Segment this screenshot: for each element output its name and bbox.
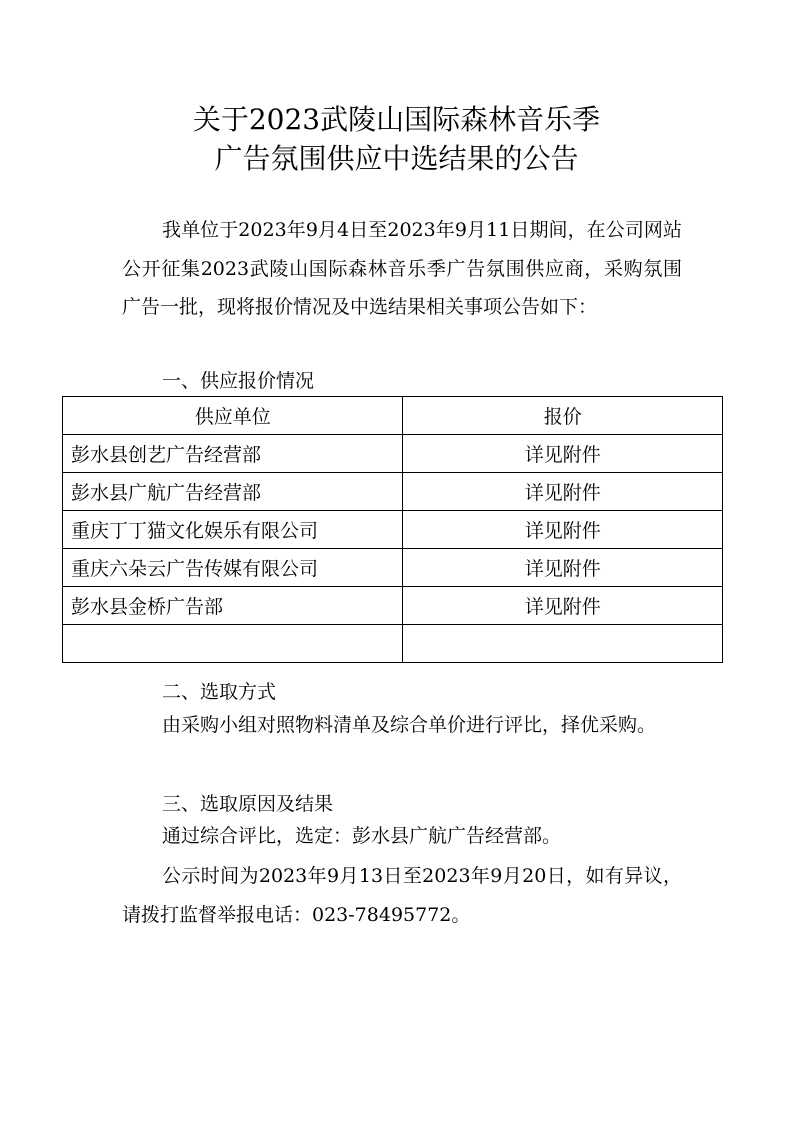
- price-cell: 详见附件: [403, 435, 723, 473]
- supplier-cell: 彭水县创艺广告经营部: [63, 435, 403, 473]
- supplier-cell: 重庆丁丁猫文化娱乐有限公司: [63, 511, 403, 549]
- quotes-table: [62, 396, 723, 663]
- table-row: [63, 587, 723, 625]
- publicity-notice-paragraph: 公示时间为2023年9月13日至2023年9月20日，如有异议，请拨打监督举报电话：023-78495772。: [122, 865, 682, 926]
- table-row-empty: [63, 625, 723, 663]
- section-2-heading: 二、选取方式: [162, 681, 277, 703]
- table-row: [63, 549, 723, 587]
- selection-result-paragraph: 通过综合评比，选定：彭水县广航广告经营部。: [162, 825, 562, 847]
- section-1-heading: 一、供应报价情况: [162, 370, 315, 392]
- price-cell: 详见附件: [403, 587, 723, 625]
- column-header-price: 报价: [403, 397, 723, 435]
- table-row: [63, 511, 723, 549]
- price-cell: 详见附件: [403, 473, 723, 511]
- table-row: [63, 435, 723, 473]
- column-header-supplier: 供应单位: [63, 397, 403, 435]
- document-title-line-1: 关于2023武陵山国际森林音乐季: [192, 103, 601, 136]
- table-row: [63, 473, 723, 511]
- price-cell: 详见附件: [403, 549, 723, 587]
- price-cell: 详见附件: [403, 511, 723, 549]
- price-cell: [403, 625, 723, 663]
- supplier-cell: 彭水县广航广告经营部: [63, 473, 403, 511]
- section-3-heading: 三、选取原因及结果: [162, 793, 334, 815]
- document-title-line-2: 广告氛围供应中选结果的公告: [214, 142, 579, 175]
- table-header-row: [63, 397, 723, 435]
- supplier-cell: 重庆六朵云广告传媒有限公司: [63, 549, 403, 587]
- selection-method-paragraph: 由采购小组对照物料清单及综合单价进行评比，择优采购。: [162, 714, 657, 736]
- supplier-cell: 彭水县金桥广告部: [63, 587, 403, 625]
- intro-paragraph: 我单位于2023年9月4日至2023年9月11日期间，在公司网站公开征集2023武陵山国际森林音乐季广告氛围供应商，采购氛围广告一批，现将报价情况及中选结果相关事项公告如下：: [122, 219, 682, 318]
- supplier-cell: [63, 625, 403, 663]
